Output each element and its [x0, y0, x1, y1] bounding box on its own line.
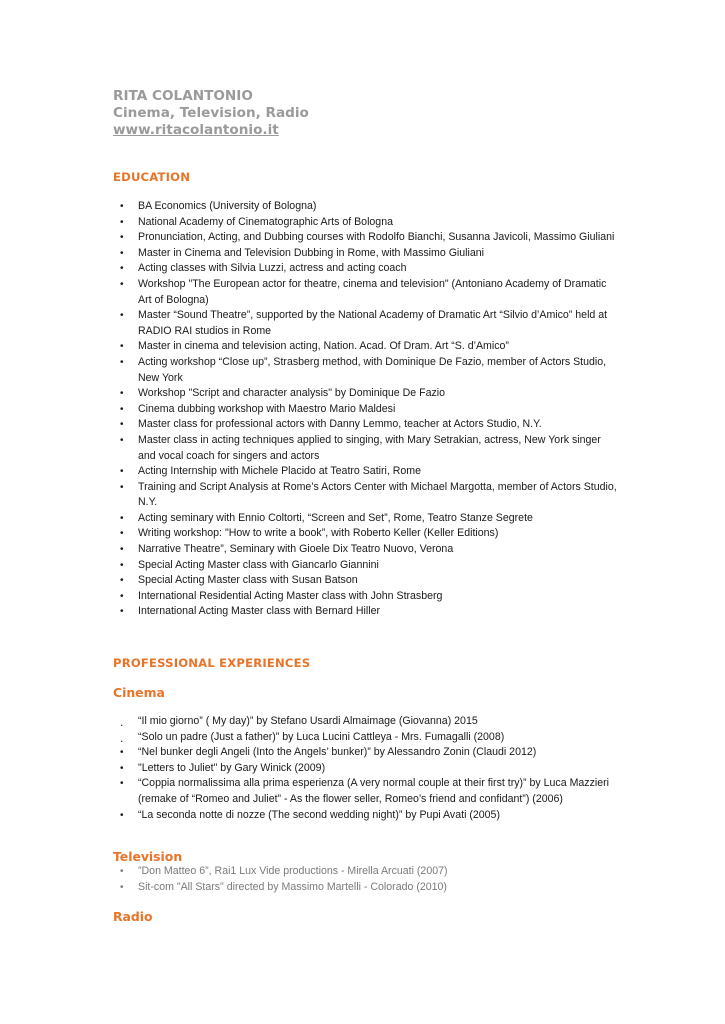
bullet-icon: •	[120, 481, 124, 493]
bullet-icon: •	[120, 809, 124, 821]
list-item: • Cinema dubbing workshop with Maestro Mario Maldesi	[120, 402, 620, 418]
list-item: • Master class for professional actors with Danny Lemmo, teacher at Actors Studio, N.Y.	[120, 417, 620, 433]
bullet-icon: •	[120, 762, 124, 774]
bullet-icon: •	[120, 263, 124, 275]
bullet-icon: •	[120, 419, 124, 431]
list-item: • Pronunciation, Acting, and Dubbing courses with Rodolfo Bianchi, Susanna Javicoli, Massimo Giuliani	[120, 230, 620, 246]
list-item: • Acting workshop “Close up”, Strasberg method, with Dominique De Fazio, member of Actors Studio, New York	[120, 355, 607, 384]
education-heading: EDUCATION	[113, 170, 191, 184]
professional-experiences-heading: PROFESSIONAL EXPERIENCES	[113, 656, 311, 670]
bullet-icon: •	[120, 278, 124, 290]
list-item: • Master in cinema and television acting, Nation. Acad. Of Dram. Art “S. d’Amico”	[120, 339, 620, 355]
list-item: • "Letters to Juliet" by Gary Winick (2009)	[120, 761, 620, 777]
bullet-icon: •	[120, 310, 124, 322]
list-item: . “Il mio giorno” ( My day)” by Stefano Usardi Almaimage (Giovanna) 2015	[120, 715, 478, 729]
bullet-icon: •	[120, 575, 124, 587]
bullet-icon: •	[120, 544, 124, 556]
bullet-icon: •	[120, 606, 124, 618]
list-item: • “Nel bunker degli Angeli (Into the Angels’ bunker)” by Alessandro Zonin (Claudi 2012)	[120, 745, 620, 761]
list-item: • “La seconda notte di nozze (The second wedding night)” by Pupi Avati (2005)	[120, 808, 620, 824]
bullet-icon: •	[120, 512, 124, 524]
bullet-icon: •	[120, 201, 124, 212]
list-item: • National Academy of Cinematographic Arts of Bologna	[120, 215, 620, 231]
list-item: • Master class in acting techniques applied to singing, with Mary Setrakian, actress, New York singer and vocal coach for singers and actors	[120, 433, 601, 462]
website-link[interactable]: www.ritacolantonio.it	[113, 122, 279, 138]
bullet-icon: •	[120, 232, 124, 244]
list-item: • Training and Script Analysis at Rome’s Actors Center with Michael Margotta, member of Actors Studio, N.Y.	[120, 480, 617, 509]
cinema-heading: Cinema	[113, 685, 165, 700]
list-item: • Special Acting Master class with Susan Batson	[120, 573, 620, 589]
bullet-icon: •	[120, 590, 124, 602]
television-list	[120, 864, 620, 895]
dot-bullet-icon: .	[120, 715, 124, 729]
list-item: • International Acting Master class with Bernard Hiller	[120, 604, 620, 620]
list-item: • Acting seminary with Ennio Coltorti, “Screen and Set”, Rome, Teatro Stanze Segrete	[120, 511, 620, 527]
list-item: • Acting classes with Silvia Luzzi, actress and acting coach	[120, 261, 620, 277]
education-list	[120, 199, 620, 620]
bullet-icon: •	[120, 403, 124, 415]
list-item: • Acting Internship with Michele Placido at Teatro Satiri, Rome	[120, 464, 620, 480]
bullet-icon: •	[120, 356, 124, 368]
bullet-icon: •	[120, 388, 124, 400]
radio-heading: Radio	[113, 909, 153, 924]
list-item: • “Coppia normalissima alla prima esperienza (A very normal couple at their first try)” by Luca Mazzieri (remake of “Romeo and Juliet” - As the flower seller, Romeo’s friend and confidant”) (2006)	[120, 777, 610, 805]
bullet-icon: •	[120, 866, 124, 877]
list-item: • Writing workshop: "How to write a book”, with Roberto Keller (Keller Editions)	[120, 526, 620, 542]
bullet-icon: •	[120, 778, 124, 790]
bullet-icon: •	[120, 528, 124, 540]
bullet-icon: •	[120, 881, 124, 893]
list-item: • ”Don Matteo 6”, Rai1 Lux Vide productions - Mirella Arcuati (2007)	[120, 864, 620, 880]
list-item: • Sit-com "All Stars" directed by Massimo Martelli - Colorado (2010)	[120, 880, 620, 896]
profession-subtitle: Cinema, Television, Radio	[113, 105, 309, 121]
dot-bullet-icon: .	[120, 730, 124, 745]
bullet-icon: •	[120, 747, 124, 759]
list-item: • Narrative Theatre”, Seminary with Gioele Dix Teatro Nuovo, Verona	[120, 542, 620, 558]
bullet-icon: •	[120, 466, 124, 478]
bullet-icon: •	[120, 434, 124, 446]
person-name: RITA COLANTONIO	[113, 88, 253, 104]
list-item: • International Residential Acting Master class with John Strasberg	[120, 589, 620, 605]
list-item: • Master in Cinema and Television Dubbing in Rome, with Massimo Giuliani	[120, 246, 620, 262]
list-item: • Master “Sound Theatre”, supported by the National Academy of Dramatic Art “Silvio d’Amico” held at RADIO RAI studios in Rome	[120, 309, 608, 337]
list-item: • BA Economics (University of Bologna)	[120, 199, 620, 215]
television-heading: Television	[113, 849, 183, 864]
list-item: • Special Acting Master class with Giancarlo Giannini	[120, 558, 620, 574]
bullet-icon: •	[120, 216, 124, 228]
list-item: • Workshop "Script and character analysis" by Dominique De Fazio	[120, 386, 620, 402]
bullet-icon: •	[120, 247, 124, 259]
list-item: • Workshop "The European actor for theatre, cinema and television" (Antoniano Academy of Dramatic Art of Bologna)	[120, 277, 607, 306]
bullet-icon: •	[120, 341, 124, 353]
bullet-icon: •	[120, 559, 124, 571]
list-item: . “Solo un padre (Just a father)” by Luca Lucini Cattleya - Mrs. Fumagalli (2008)	[120, 730, 505, 745]
cinema-list	[120, 714, 620, 823]
